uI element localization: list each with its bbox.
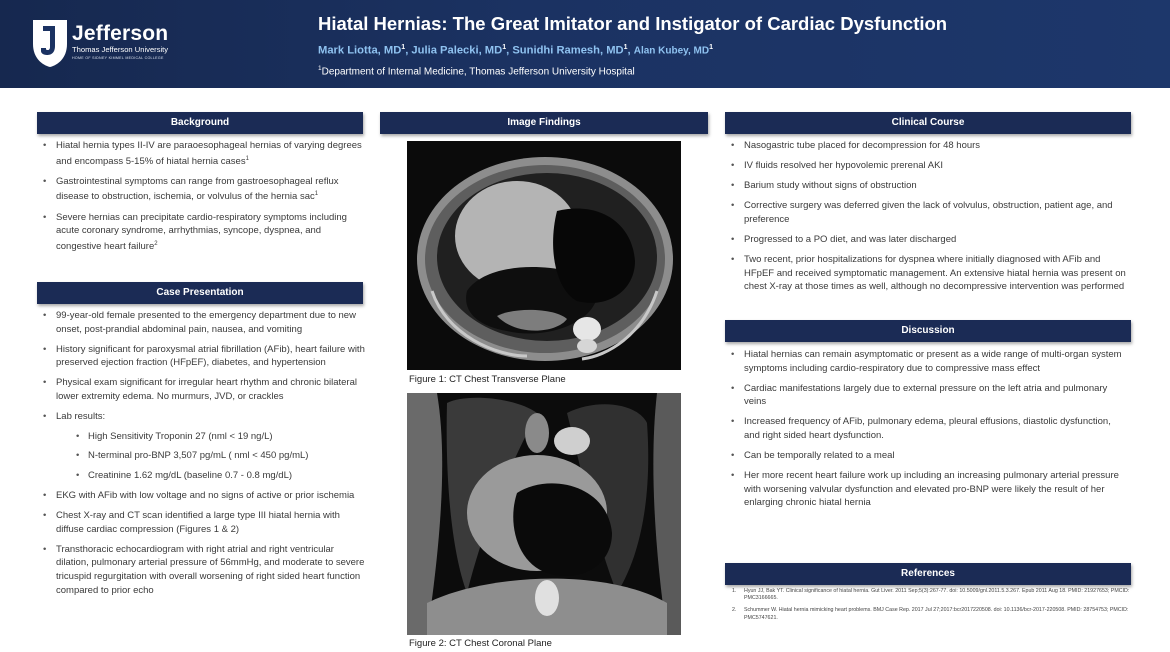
case-presentation-heading: Case Presentation: [37, 282, 363, 304]
affiliation: $^1$Department of Internal Medicine, Thomas Jefferson University Hospital: [318, 65, 635, 78]
discussion-list: [726, 348, 1126, 516]
jefferson-wordmark: Jefferson: [72, 22, 169, 45]
list-item: • Increased frequency of AFib, pulmonary edema, pleural effusions, diastolic dysfunction, and right sided heart dysfunction.: [726, 415, 1126, 442]
list-item: • Can be temporally related to a meal: [726, 449, 1126, 463]
list-item: • Physical exam significant for irregular heart rhythm and chronic bilateral lower extremity edema. No murmurs, JVD, or crackles: [38, 376, 368, 403]
list-item: • Lab results: • High Sensitivity Troponin 27 (nml < 19 ng/L) • N-terminal pro-BNP 3,507 pg/mL ( nml < 450 pg/mL) • Creatinine 1.62 mg/dL (baseline 0.7 - 0.8 mg/dL): [38, 410, 368, 482]
poster-header: [0, 0, 1170, 88]
poster-title: Hiatal Hernias: The Great Imitator and Instigator of Cardiac Dysfunction: [318, 13, 948, 34]
list-item: • Chest X-ray and CT scan identified a large type III hiatal hernia with diffuse cardiac compression (Figures 1 & 2): [38, 509, 368, 536]
lab-item: • N-terminal pro-BNP 3,507 pg/mL ( nml < 450 pg/mL): [56, 449, 368, 463]
list-item: • Her more recent heart failure work up including an increasing pulmonary arterial pressure with worsening valvular dysfunction and elevated pro-BNP were likely the result of her enlarging chronic hiatal hernia: [726, 469, 1126, 510]
list-item: • Two recent, prior hospitalizations for dyspnea where initially diagnosed with AFib and HFpEF and received symptomatic management. An extensive hiatal hernia was present on chest X-ray at those times as well, although no decompressive intervention was performed: [726, 253, 1126, 294]
clinical-course-heading: Clinical Course: [725, 112, 1131, 134]
author-list: Mark Liotta, $MD^1$, Julia Palecki, $MD^1$, Sunidhi Ramesh, $MD^1$, Alan Kubey, $MD^1$: [318, 44, 714, 57]
background-list: [38, 139, 368, 260]
list-item: • Cardiac manifestations largely due to external pressure on the left atria and pulmonary veins: [726, 382, 1126, 409]
references-heading: References: [725, 563, 1131, 585]
case-list: [38, 309, 368, 604]
ct-coronal-image: [407, 393, 681, 635]
clinical-course-list: [726, 139, 1126, 300]
list-item: • Hiatal hernia types II-IV are paraoesophageal hernias of varying degrees and encompass 5-15% of hiatal hernia cases$^1$: [38, 139, 368, 168]
lab-item: • Creatinine 1.62 mg/dL (baseline 0.7 - 0.8 mg/dL): [56, 469, 368, 483]
ct-transverse-image: [407, 141, 681, 370]
author-name: Sunidhi Ramesh, MD: [512, 44, 624, 57]
list-item: • Barium study without signs of obstruction: [726, 179, 1126, 193]
discussion-heading: Discussion: [725, 320, 1131, 342]
list-item: • 99-year-old female presented to the emergency department due to new onset, post-prandial abdominal pain, nausea, and vomiting: [38, 309, 368, 336]
lab-item: • High Sensitivity Troponin 27 (nml < 19 ng/L): [56, 430, 368, 444]
list-item: • EKG with AFib with low voltage and no signs of active or prior ischemia: [38, 489, 368, 503]
list-item: • Severe hernias can precipitate cardio-respiratory symptoms including acute coronary syndrome, arrhythmias, syncope, dyspnea, and congestive heart failure$^2$: [38, 211, 368, 254]
list-item: • Hiatal hernias can remain asymptomatic or present as a wide range of multi-organ system symptoms including cardio-respiratory due to compressive mass effect: [726, 348, 1126, 375]
list-item: • Progressed to a PO diet, and was later discharged: [726, 233, 1126, 247]
background-heading: Background: [37, 112, 363, 134]
list-item: • Nasogastric tube placed for decompression for 48 hours: [726, 139, 1126, 153]
lab-results-list: [56, 430, 368, 483]
author-name: Alan Kubey, MD: [633, 45, 710, 57]
figure-2-caption: Figure 2: CT Chest Coronal Plane: [409, 638, 552, 649]
list-item: • IV fluids resolved her hypovolemic prerenal AKI: [726, 159, 1126, 173]
list-item: • Transthoracic echocardiogram with right atrial and right ventricular dilation, pulmonary arterial pressure of 56mmHg, and moderate to severe tricuspid regurgitation with overall worsening of right sided heart function compared to prior echo: [38, 543, 368, 597]
references-list: [730, 588, 1130, 627]
reference-item: 2. Schummer W. Hiatal hernia mimicking heart problems. BMJ Case Rep. 2017 Jul 27;2017:bcr2017220508. doi: 10.1136/bcr-2017-220508. PMID: 28754753; PMCID: PMC5747621.: [732, 607, 1129, 621]
list-item: • Gastrointestinal symptoms can range from gastroesophageal reflux disease to obstruction, ischemia, or volvulus of the hernia sac$^1$: [38, 175, 368, 204]
list-item: • Corrective surgery was deferred given the lack of volvulus, obstruction, patient age, and preference: [726, 199, 1126, 226]
university-name: Thomas Jefferson University: [72, 45, 169, 54]
reference-item: 1. Hyun JJ, Bak YT. Clinical significance of hiatal hernia. Gut Liver. 2011 Sep;5(3):267-77. doi: 10.5009/gnl.2011.5.3.267. Epub 2011 Aug 18. PMID: 21927653; PMCID: PMC3166665.: [732, 588, 1130, 602]
author-name: Mark Liotta, MD: [318, 44, 402, 57]
college-tagline: HOME OF SIDNEY KIMMEL MEDICAL COLLEGE: [72, 56, 164, 60]
author-name: Julia Palecki, MD: [411, 44, 503, 57]
image-findings-heading: Image Findings: [380, 112, 708, 134]
figure-1-caption: Figure 1: CT Chest Transverse Plane: [409, 374, 566, 385]
list-item: • History significant for paroxysmal atrial fibrillation (AFib), heart failure with preserved ejection fraction (HFpEF), diabetes, and hypertension: [38, 343, 368, 370]
